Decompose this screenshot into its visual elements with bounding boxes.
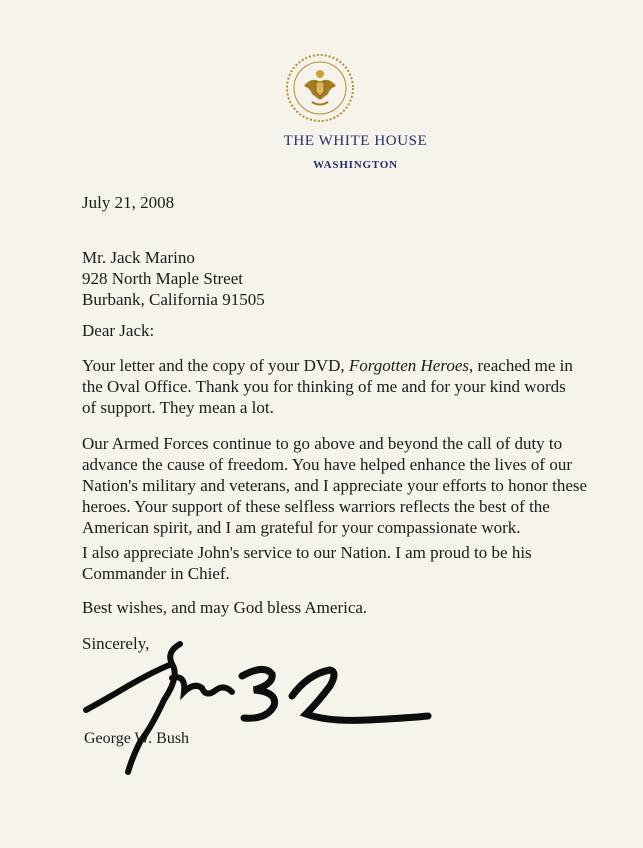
- letter-date: July 21, 2008: [82, 193, 175, 212]
- paragraph-line: the Oval Office. Thank you for thinking of me and for your kind words: [82, 377, 566, 396]
- paragraph-2: [82, 433, 587, 538]
- paragraph-line: American spirit, and I am grateful for your compassionate work.: [82, 518, 521, 537]
- name-part: W. Bush: [134, 730, 190, 747]
- closing-line: Best wishes, and may God bless America.: [82, 598, 368, 617]
- address-line: Mr. Jack Marino: [82, 248, 195, 267]
- name-part: George: [84, 730, 135, 747]
- letterhead-title: THE WHITE HOUSE: [283, 133, 428, 149]
- paragraph-line: advance the cause of freedom. You have helped enhance the lives of our: [82, 455, 572, 474]
- paragraph-line: Commander in Chief.: [82, 564, 230, 583]
- presidential-seal-icon: [284, 52, 356, 124]
- text-run: Your letter and the copy of your DVD,: [82, 356, 349, 375]
- paragraph-line: [82, 355, 573, 376]
- paragraph-3: [82, 542, 532, 584]
- dvd-title: Forgotten Heroes: [348, 356, 470, 375]
- salutation: Dear Jack:: [82, 321, 155, 340]
- handwritten-signature-icon: [68, 630, 438, 780]
- paragraph-1: [82, 355, 573, 418]
- paragraph-line: Our Armed Forces continue to go above and beyond the call of duty to: [82, 434, 563, 453]
- letterhead-subtitle: WASHINGTON: [313, 159, 398, 171]
- recipient-address: [82, 247, 265, 310]
- text-run: , reached me in: [469, 356, 573, 375]
- address-line: 928 North Maple Street: [82, 269, 243, 288]
- paragraph-line: of support. They mean a lot.: [82, 398, 274, 417]
- paragraph-line: Nation's military and veterans, and I appreciate your efforts to honor these: [82, 476, 588, 495]
- paragraph-line: heroes. Your support of these selfless warriors reflects the best of the: [82, 497, 550, 516]
- sign-off: Sincerely,: [82, 634, 150, 653]
- paragraph-line: I also appreciate John's service to our Nation. I am proud to be his: [82, 543, 532, 562]
- address-line: Burbank, California 91505: [82, 290, 265, 309]
